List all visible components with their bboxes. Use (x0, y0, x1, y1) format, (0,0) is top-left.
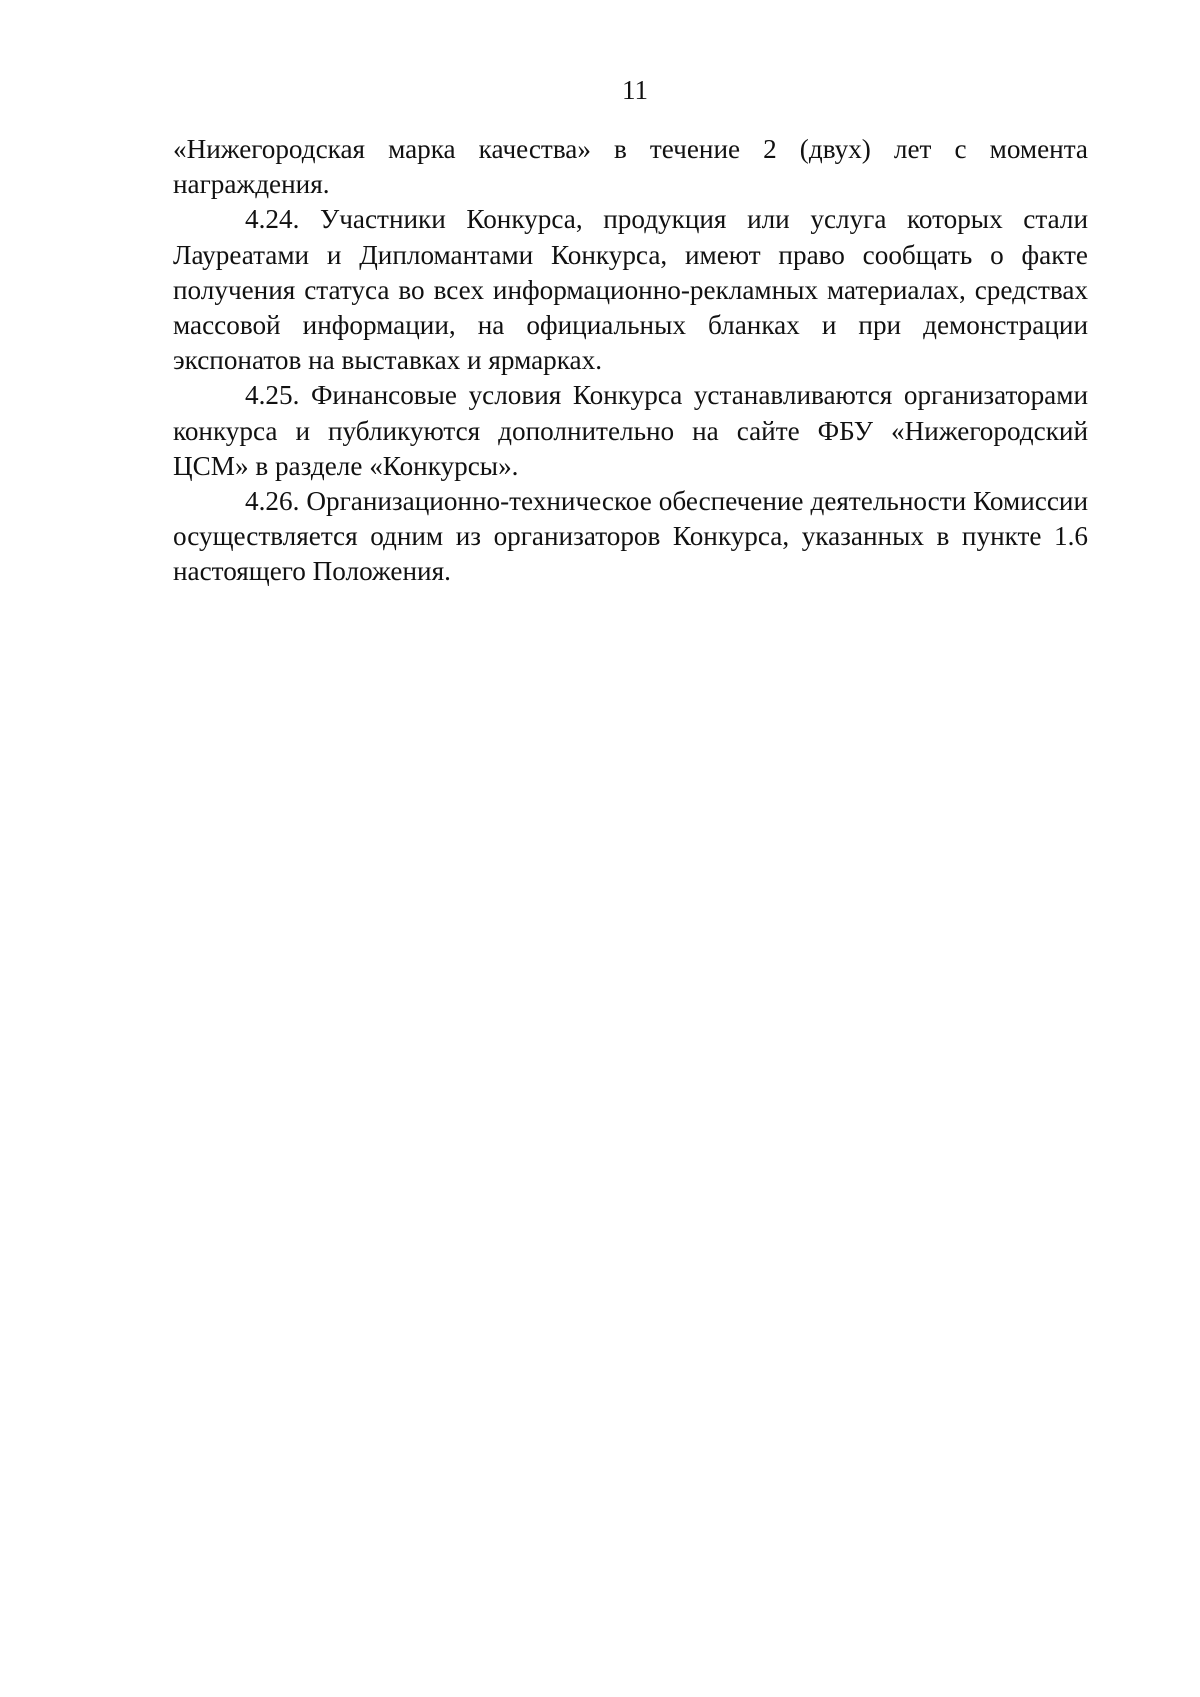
page-number: 11 (622, 75, 648, 105)
paragraph-4-25: 4.25. Финансовые условия Конкурса устанавливаются организаторами конкурса и публикуются дополнительно на сайте ФБУ «Нижегородский ЦСМ» в разделе «Конкурсы». (173, 380, 1088, 481)
paragraph-continuation: «Нижегородская марка качества» в течение 2 (двух) лет с момента награждения. (173, 134, 1088, 200)
document-body (173, 132, 1088, 590)
paragraph-4-24: 4.24. Участники Конкурса, продукция или услуга которых стали Лауреатами и Дипломантами Конкурса, имеют право сообщать о факте получения статуса во всех информационно-рекламных материалах, средствах массовой информации, на официальных бланках и при демонстрации экспонатов на выставках и ярмарках. (173, 204, 1088, 376)
paragraph-4-26: 4.26. Организационно-техническое обеспечение деятельности Комиссии осуществляется одним из организаторов Конкурса, указанных в пункте 1.6 настоящего Положения. (173, 486, 1088, 587)
